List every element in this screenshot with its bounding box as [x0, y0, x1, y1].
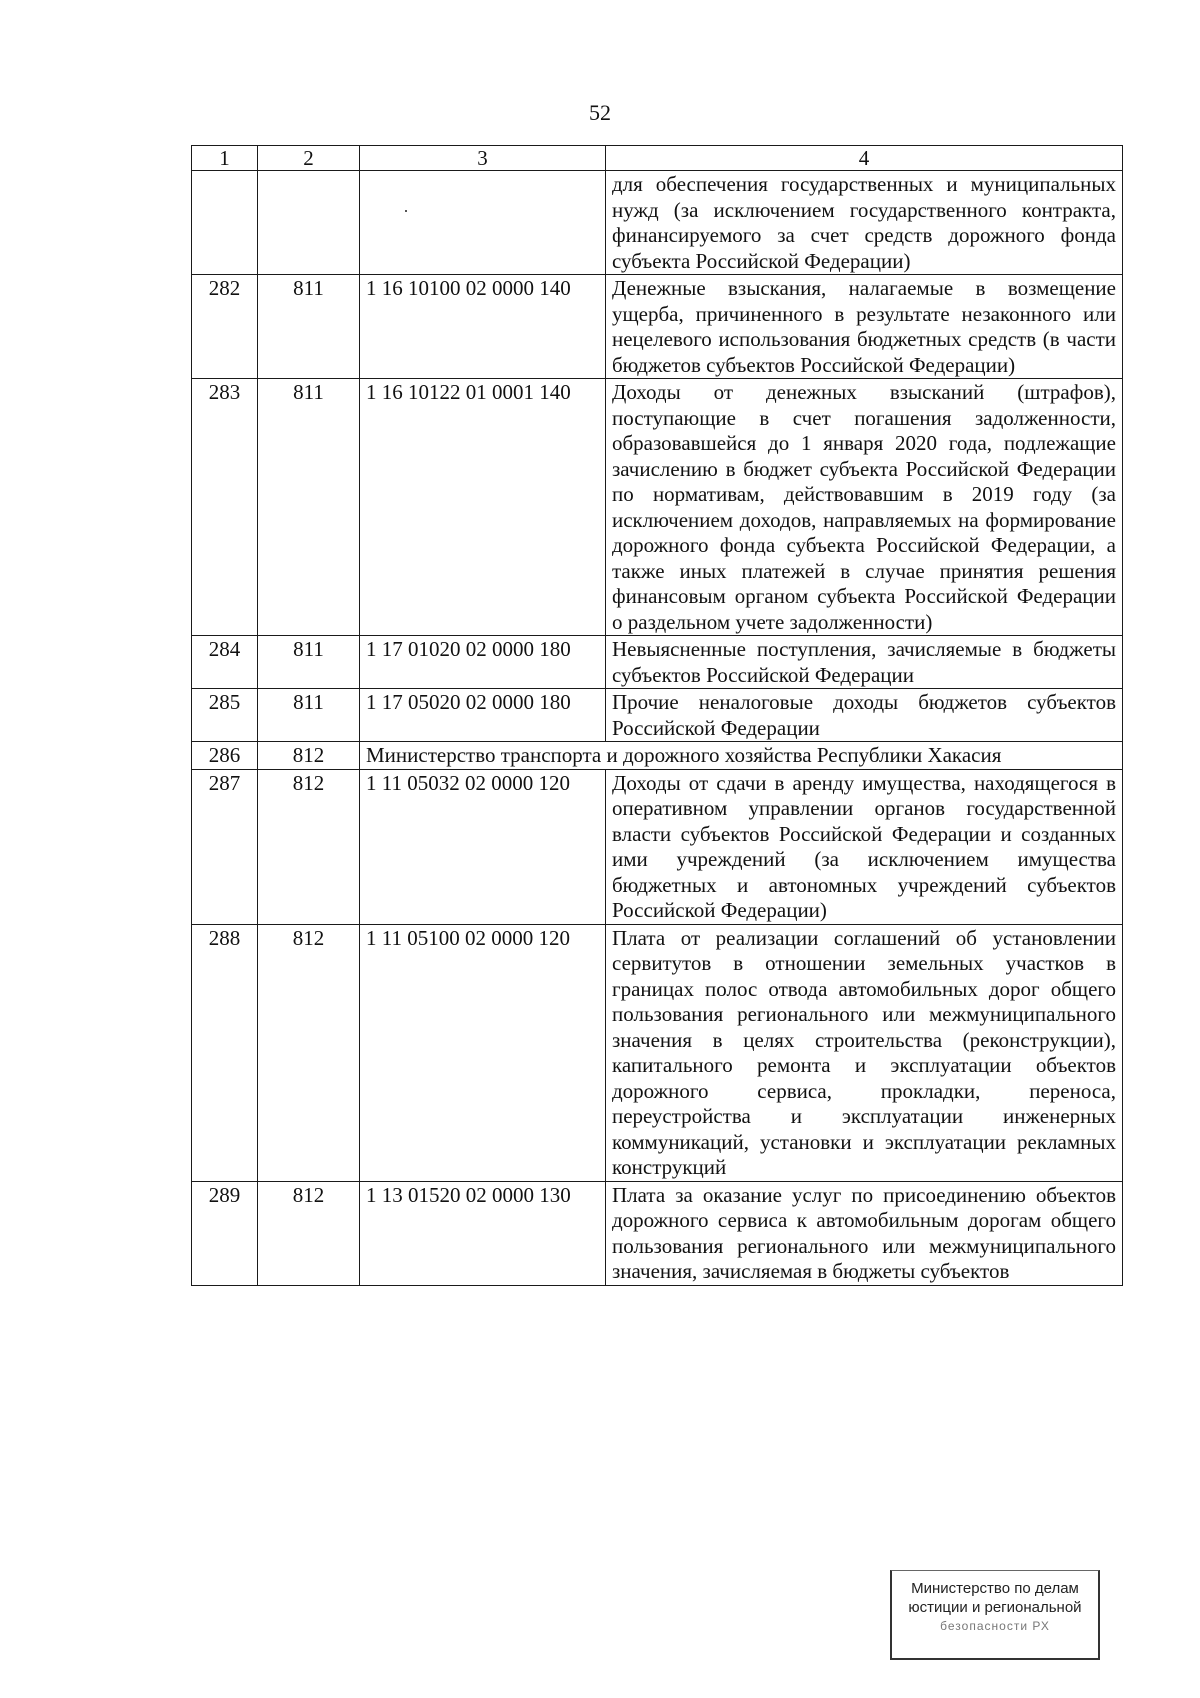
row-description: Невыясненные поступления, зачисляемые в бюджеты субъектов Российской Федерации [606, 636, 1123, 689]
header-col-2: 2 [258, 146, 360, 171]
ministry-heading: Министерство транспорта и дорожного хозяйства Республики Хакасия [360, 742, 1123, 770]
page-number: 52 [589, 100, 611, 125]
table-row [192, 924, 1123, 1181]
row-revenue-code: 1 16 10122 01 0001 140 [360, 379, 606, 636]
row-description: Доходы от денежных взысканий (штрафов), поступающие в счет погашения задолженности, образовавшейся до 1 января 2020 года, подлежащие зачислению в бюджет субъекта Российской Федерации по нормативам, действовавшим в 2019 году (за исключением доходов, направляемых на формирование дорожного фонда субъекта Российской Федерации, а также иных платежей в случае принятия решения финансовым органом субъекта Российской Федерации о раздельном учете задолженности) [606, 379, 1123, 636]
registration-stamp [890, 1570, 1100, 1660]
row-description: Плата за оказание услуг по присоединению объектов дорожного сервиса к автомобильным дорогам общего пользования регионального или межмуниципального значения, зачисляемая в бюджеты субъектов [606, 1181, 1123, 1285]
row-admin-code: 812 [258, 1181, 360, 1285]
header-col-3: 3 [360, 146, 606, 171]
row-description: для обеспечения государственных и муниципальных нужд (за исключением государственного контракта, финансируемого за счет средств дорожного фонда субъекта Российской Федерации) [606, 171, 1123, 275]
row-description: Плата от реализации соглашений об установлении сервитутов в отношении земельных участков в границах полос отвода автомобильных дорог общего пользования регионального или межмуниципального значения в целях строительства (реконструкции), капитального ремонта и эксплуатации объектов дорожного сервиса, прокладки, переноса, переустройства и эксплуатации инженерных коммуникаций, установки и эксплуатации рекламных конструкций [606, 924, 1123, 1181]
row-number: 284 [192, 636, 258, 689]
row-revenue-code: 1 11 05100 02 0000 120 [360, 924, 606, 1181]
table-row [192, 275, 1123, 379]
row-revenue-code: 1 17 01020 02 0000 180 [360, 636, 606, 689]
row-admin-code: 811 [258, 379, 360, 636]
row-revenue-code: 1 16 10100 02 0000 140 [360, 275, 606, 379]
row-revenue-code: 1 17 05020 02 0000 180 [360, 689, 606, 742]
row-description: Денежные взыскания, налагаемые в возмещение ущерба, причиненного в результате незаконного или нецелевого использования бюджетных средств (в части бюджетов субъектов Российской Федерации) [606, 275, 1123, 379]
row-admin-code: 811 [258, 636, 360, 689]
row-number: 289 [192, 1181, 258, 1285]
stamp-line-1: Министерство по делам [911, 1580, 1079, 1597]
row-number: 288 [192, 924, 258, 1181]
row-description: Прочие неналоговые доходы бюджетов субъектов Российской Федерации [606, 689, 1123, 742]
header-col-4: 4 [606, 146, 1123, 171]
row-number: 286 [192, 742, 258, 770]
header-row [192, 146, 1123, 171]
row-admin-code: 811 [258, 689, 360, 742]
row-description: Доходы от сдачи в аренду имущества, находящегося в оперативном управлении органов государственной власти субъектов Российской Федерации и созданных ими учреждений (за исключением имущества бюджетных и автономных учреждений субъектов Российской Федерации) [606, 769, 1123, 924]
row-admin-code: 812 [258, 769, 360, 924]
table-row [192, 379, 1123, 636]
table-row [192, 769, 1123, 924]
row-number: 283 [192, 379, 258, 636]
table-row-continuation [192, 171, 1123, 275]
revenue-codes-table [191, 145, 1123, 1286]
header-col-1: 1 [192, 146, 258, 171]
table-row [192, 636, 1123, 689]
row-admin-code: 812 [258, 742, 360, 770]
row-admin-code: 811 [258, 275, 360, 379]
row-revenue-code: 1 11 05032 02 0000 120 [360, 769, 606, 924]
row-number: 287 [192, 769, 258, 924]
row-admin-code: 812 [258, 924, 360, 1181]
stamp-line-3: безопасности РХ [940, 1619, 1050, 1633]
stamp-line-2: юстиции и региональной [908, 1599, 1082, 1616]
row-number: 285 [192, 689, 258, 742]
row-revenue-code: 1 13 01520 02 0000 130 [360, 1181, 606, 1285]
table-row-ministry [192, 742, 1123, 770]
table-row [192, 1181, 1123, 1285]
table-row [192, 689, 1123, 742]
row-number: 282 [192, 275, 258, 379]
